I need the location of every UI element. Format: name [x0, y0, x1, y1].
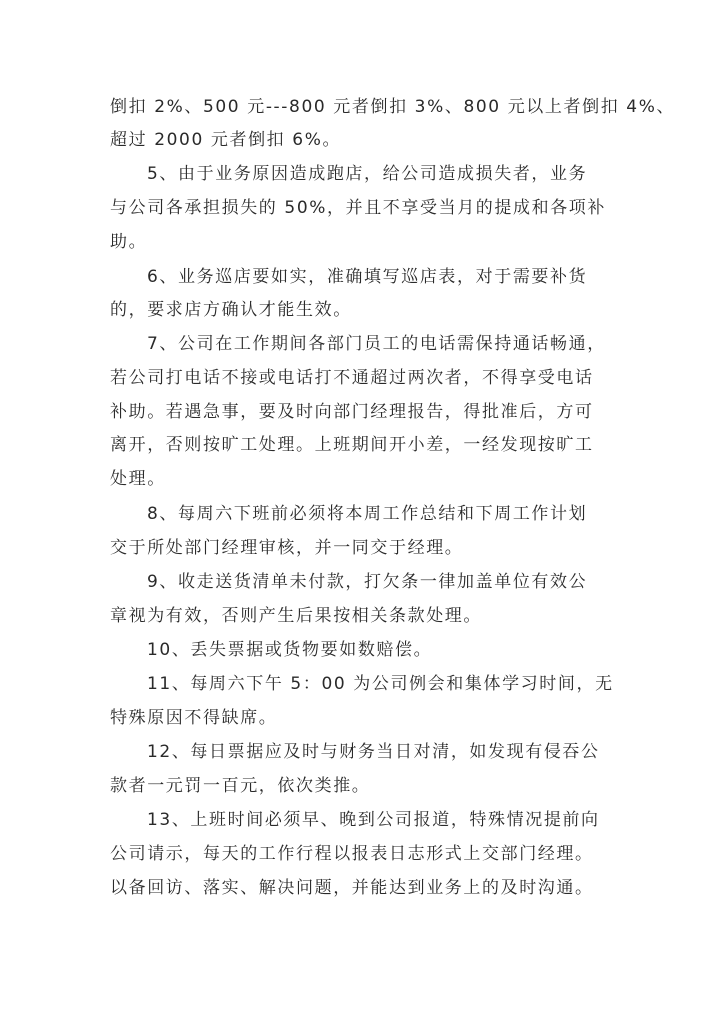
paragraph-12-line: 12、每日票据应及时与财务当日对清，如发现有侵吞公 — [147, 742, 600, 762]
text-line: 交于所处部门经理审核，并一同交于经理。 — [110, 538, 464, 558]
paragraph-8-line: 8、每周六下班前必须将本周工作总结和下周工作计划 — [147, 504, 588, 524]
text-line: 的，要求店方确认才能生效。 — [110, 300, 352, 320]
text-line: 若公司打电话不接或电话打不通超过两次者，不得享受电话 — [110, 368, 594, 388]
paragraph-9-line: 9、收走送货清单未付款，打欠条一律加盖单位有效公 — [147, 572, 588, 592]
text-line: 处理。 — [110, 469, 166, 489]
paragraph-5-line: 5、由于业务原因造成跑店，给公司造成损失者，业务 — [147, 164, 588, 184]
text-line: 倒扣 2%、500 元---800 元者倒扣 3%、800 元以上者倒扣 4%、 — [110, 97, 676, 117]
paragraph-7-line: 7、公司在工作期间各部门员工的电话需保持通话畅通， — [147, 334, 606, 354]
paragraph-6-line: 6、业务巡店要如实，准确填写巡店表，对于需要补货 — [147, 267, 588, 287]
paragraph-10-line: 10、丢失票据或货物要如数赔偿。 — [147, 640, 433, 660]
text-line: 与公司各承担损失的 50%，并且不享受当月的提成和各项补 — [110, 198, 606, 218]
text-line: 章视为有效，否则产生后果按相关条款处理。 — [110, 606, 482, 626]
text-line: 助。 — [110, 232, 148, 252]
text-line: 特殊原因不得缺席。 — [110, 708, 278, 728]
paragraph-11-line: 11、每周六下午 5：00 为公司例会和集体学习时间，无 — [147, 674, 614, 694]
text-line: 款者一元罚一百元，依次类推。 — [110, 776, 371, 796]
text-line: 公司请示，每天的工作行程以报表日志形式上交部门经理。 — [110, 844, 594, 864]
text-line: 离开，否则按旷工处理。上班期间开小差，一经发现按旷工 — [110, 435, 594, 455]
text-line: 超过 2000 元者倒扣 6%。 — [110, 130, 342, 150]
text-line: 以备回访、落实、解决问题，并能达到业务上的及时沟通。 — [110, 878, 594, 898]
text-line: 补助。若遇急事，要及时向部门经理报告，得批准后，方可 — [110, 402, 594, 422]
paragraph-13-line: 13、上班时间必须早、晚到公司报道，特殊情况提前向 — [147, 810, 600, 830]
